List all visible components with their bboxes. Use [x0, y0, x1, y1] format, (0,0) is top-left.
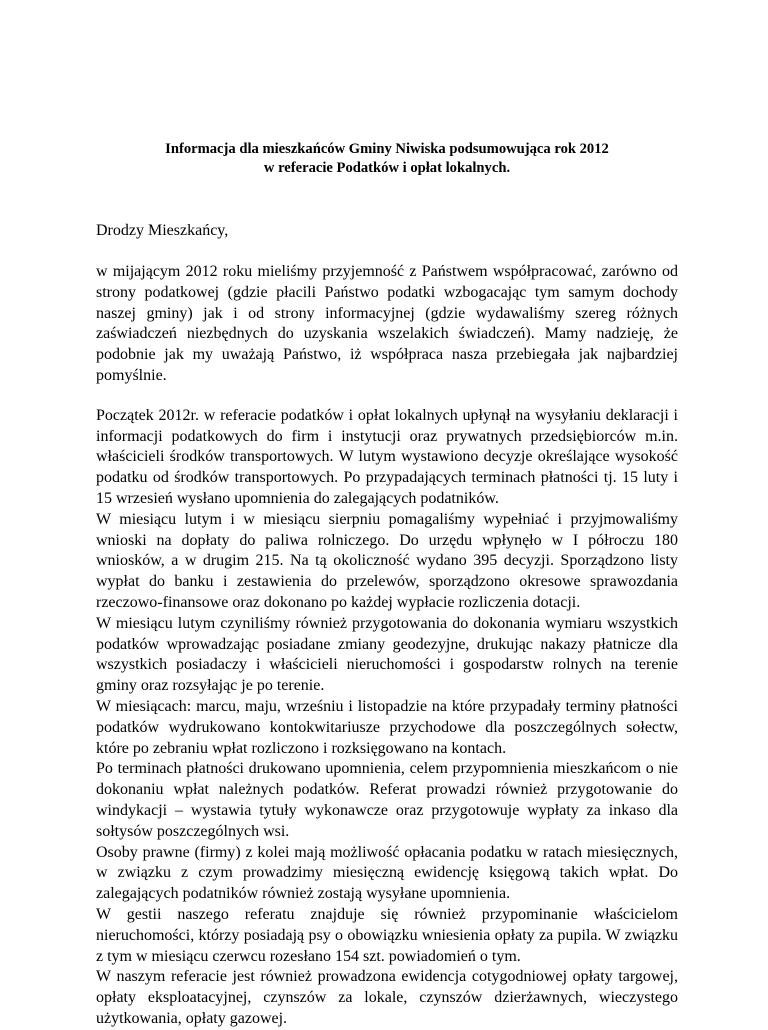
body-paragraphs	[96, 406, 678, 1030]
paragraph: W miesiącu lutym czyniliśmy również przygotowania do dokonania wymiaru wszystkich podatków wprowadzając posiadane zmiany geodezyjne, drukując nakazy płatnicze dla wszystkich posiadaczy i właścicieli nieruchomości i gospodarstw rolnych na terenie gminy oraz rozsyłając je po terenie.	[96, 614, 678, 695]
title-line-2: w referacie Podatków i opłat lokalnych.	[263, 160, 511, 176]
paragraph: Po terminach płatności drukowano upomnienia, celem przypomnienia mieszkańcom o nie dokonaniu wpłat należnych podatków. Referat prowadzi również przygotowanie do windykacji – wystawia tytuły wykonawcze oraz przygotowuje wypłaty za inkaso dla sołtysów poszczególnych wsi.	[96, 760, 678, 840]
document-title	[96, 140, 678, 178]
paragraph: W naszym referacie jest również prowadzona ewidencja cotygodniowej opłaty targowej, opłaty eksploatacyjnej, czynszów za lokale, czynszów dzierżawnych, wieczystego użytkowania, opłaty gazowej.	[96, 968, 678, 1027]
document-page	[96, 140, 678, 1030]
intro-paragraph: w mijającym 2012 roku mieliśmy przyjemność z Państwem współpracować, zarówno od strony podatkowej (gdzie płacili Państwo podatki wzbogacając tym samym dochody naszej gminy) jak i od strony informacyjnej (gdzie wydawaliśmy szereg różnych zaświadczeń niezbędnych do uzyskania wszelakich świadczeń). Mamy nadzieję, że podobnie jak my uważają Państwo, iż współpraca nasza przebiegała jak najbardziej pomyślnie.	[96, 263, 678, 384]
paragraph: Osoby prawne (firmy) z kolei mają możliwość opłacania podatku w ratach miesięcznych, w związku z czym prowadzimy miesięczną ewidencję księgową takich wpłat. Do zalegających podatników również zostają wysyłane upomnienia.	[96, 843, 678, 903]
title-line-1: Informacja dla mieszkańców Gminy Niwiska podsumowująca rok 2012	[165, 141, 609, 157]
greeting: Drodzy Mieszkańcy,	[96, 222, 229, 239]
paragraph: W miesiącu lutym i w miesiącu sierpniu pomagaliśmy wypełniać i przyjmowaliśmy wnioski na dopłaty do paliwa rolniczego. Do urzędu wpłynęło w I półroczu 180 wniosków, a w drugim 215. Na tą okoliczność wydano 395 decyzji. Sporządzono listy wypłat do banku i zestawienia do przelewów, sporządzono okresowe sprawozdania rzeczowo-finansowe oraz dokonano po każdej wypłacie rozliczenia dotacji.	[96, 510, 678, 611]
paragraph: Początek 2012r. w referacie podatków i opłat lokalnych upłynął na wysyłaniu deklaracji i informacji podatkowych do firm i instytucji oraz prywatnych przedsiębiorców m.in. właścicieli środków transportowych. W lutym wystawiono decyzje określające wysokość podatku od środków transportowych. Po przypadających terminach płatności tj. 15 luty i 15 wrzesień wysłano upomnienia do zalegających podatników.	[96, 406, 678, 507]
paragraph: W gestii naszego referatu znajduje się również przypominanie właścicielom nieruchomości, którzy posiadają psy o obowiązku wniesienia opłaty za pupila. W związku z tym w miesiącu czerwcu rozesłano 154 szt. powiadomień o tym.	[96, 905, 678, 965]
paragraph: W miesiącach: marcu, maju, wrześniu i listopadzie na które przypadały terminy płatności podatków wydrukowano kontokwitariusze przychodowe dla poszczególnych sołectw, które po zebraniu wpłat rozliczono i rozksięgowano na kontach.	[96, 697, 678, 757]
